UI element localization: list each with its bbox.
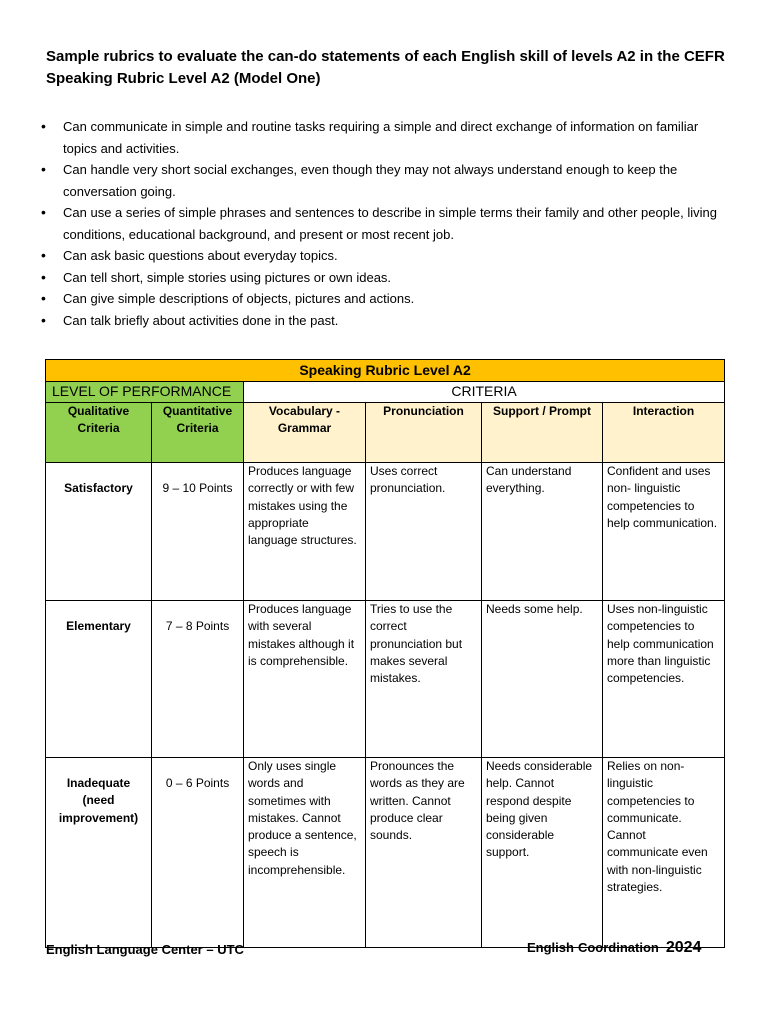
quantitative-cell: 0 – 6 Points xyxy=(152,758,244,948)
qualitative-cell: Elementary xyxy=(46,601,152,758)
interaction-cell: Relies on non-linguistic competencies to communicate. Cannot communicate even with non-linguistic strategies. xyxy=(603,758,725,948)
footer-word: Coordination xyxy=(577,940,659,955)
pronunciation-cell: Uses correct pronunciation. xyxy=(366,463,482,601)
quantitative-cell: 9 – 10 Points xyxy=(152,463,244,601)
column-header: Support / Prompt xyxy=(482,403,603,463)
footer-word: English xyxy=(527,940,574,955)
table-title-row xyxy=(46,360,725,382)
can-do-list xyxy=(36,116,726,331)
quantitative-cell: 7 – 8 Points xyxy=(152,601,244,758)
column-header: Interaction xyxy=(603,403,725,463)
heading-title: Sample rubrics to evaluate the can-do statements of each English skill of levels A2 in the CEFR xyxy=(46,48,725,65)
interaction-cell: Confident and uses non- linguistic competencies to help communication. xyxy=(603,463,725,601)
table-group-row xyxy=(46,382,725,403)
interaction-cell: Uses non-linguistic competencies to help communication more than linguistic competencies. xyxy=(603,601,725,758)
table-header-row xyxy=(46,403,725,463)
qualitative-cell: Satisfactory xyxy=(46,463,152,601)
list-item: • Can talk briefly about activities done in the past. xyxy=(36,310,726,332)
footer-year: 2024 xyxy=(665,939,702,956)
vocabulary-cell: Produces language correctly or with few mistakes using the appropriate language structures. xyxy=(244,463,366,601)
support-cell: Needs some help. xyxy=(482,601,603,758)
column-header: Pronunciation xyxy=(366,403,482,463)
support-cell: Can understand everything. xyxy=(482,463,603,601)
heading-subtitle: Speaking Rubric Level A2 (Model One) xyxy=(46,70,321,87)
list-item: • Can use a series of simple phrases and sentences to describe in simple terms their family and other people, living conditions, educational background, and present or most recent job. xyxy=(36,202,726,245)
level-of-performance-header: LEVEL OF PERFORMANCE xyxy=(46,382,244,403)
table-title: Speaking Rubric Level A2 xyxy=(46,360,725,382)
pronunciation-cell: Tries to use the correct pronunciation but makes several mistakes. xyxy=(366,601,482,758)
support-cell: Needs considerable help. Cannot respond despite being given considerable support. xyxy=(482,758,603,948)
vocabulary-cell: Only uses single words and sometimes with mistakes. Cannot produce a sentence, speech is incomprehensible. xyxy=(244,758,366,948)
list-item: • Can communicate in simple and routine tasks requiring a simple and direct exchange of information on familiar topics and activities. xyxy=(36,116,726,159)
vocabulary-cell: Produces language with several mistakes although it is comprehensible. xyxy=(244,601,366,758)
table-row xyxy=(46,463,725,601)
rubric-table xyxy=(45,359,725,948)
list-item: • Can ask basic questions about everyday topics. xyxy=(36,245,726,267)
list-item: • Can give simple descriptions of objects, pictures and actions. xyxy=(36,288,726,310)
pronunciation-cell: Pronounces the words as they are written. Cannot produce clear sounds. xyxy=(366,758,482,948)
list-item: • Can tell short, simple stories using pictures or own ideas. xyxy=(36,267,726,289)
table-row xyxy=(46,601,725,758)
criteria-header: CRITERIA xyxy=(244,382,725,403)
table-row xyxy=(46,758,725,948)
footer-institution: English Language Center – UTC xyxy=(46,942,244,957)
document-heading xyxy=(46,46,726,90)
column-header: Vocabulary - Grammar xyxy=(244,403,366,463)
qualitative-cell: Inadequate (need improvement) xyxy=(46,758,152,948)
list-item: • Can handle very short social exchanges, even though they may not always understand enough to keep the conversation going. xyxy=(36,159,726,202)
column-header: Quantitative Criteria xyxy=(152,403,244,463)
footer-coordination xyxy=(527,939,701,957)
column-header: Qualitative Criteria xyxy=(46,403,152,463)
